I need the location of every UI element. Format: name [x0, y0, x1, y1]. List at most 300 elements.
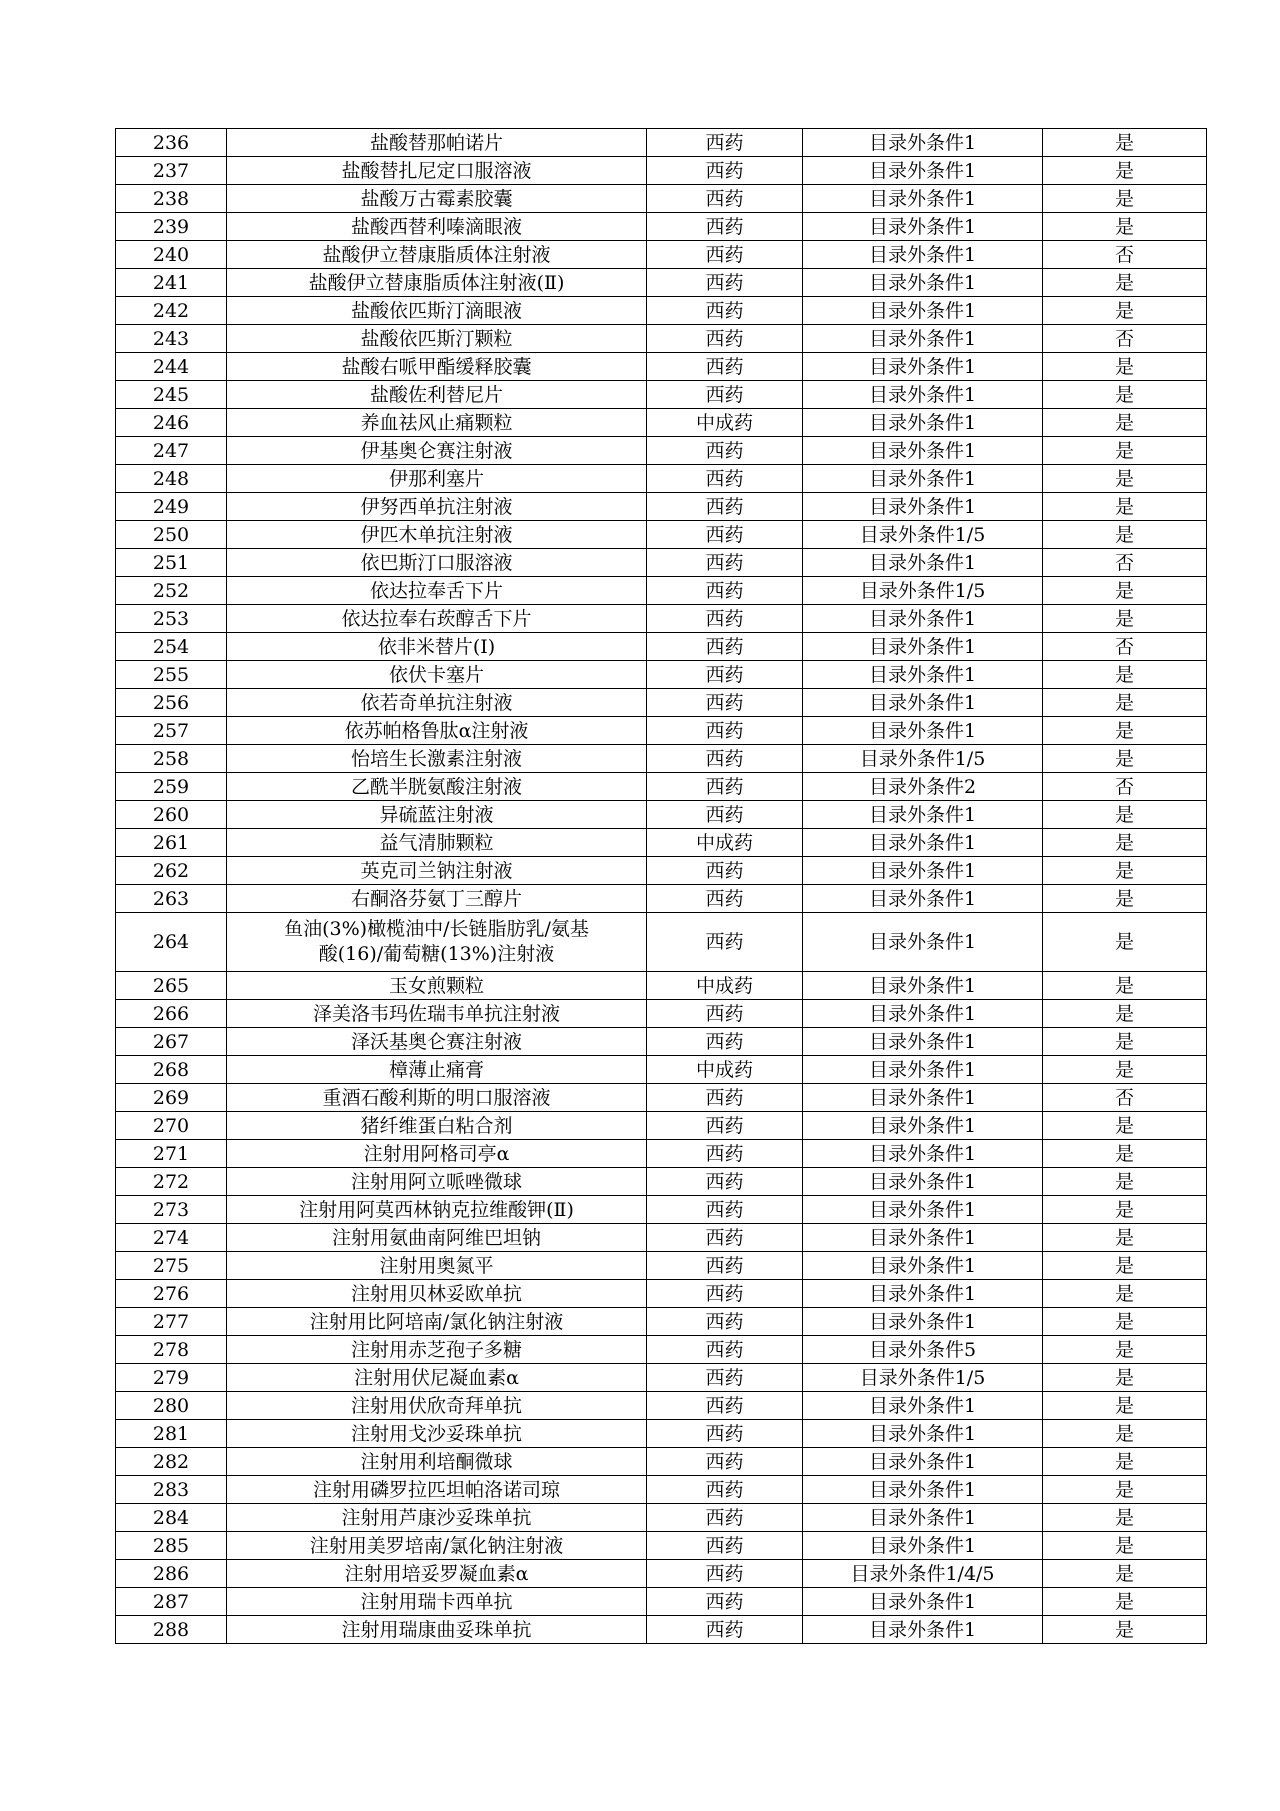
- row-number-cell: 282: [116, 1448, 227, 1476]
- row-number-cell: 261: [116, 829, 227, 857]
- drug-name-cell: 盐酸依匹斯汀颗粒: [227, 325, 647, 353]
- row-number-cell: 279: [116, 1364, 227, 1392]
- row-number-cell: 253: [116, 605, 227, 633]
- table-row: [116, 913, 1207, 972]
- drug-type-cell: 西药: [647, 269, 803, 297]
- flag-cell: 否: [1043, 773, 1207, 801]
- flag-cell: 是: [1043, 269, 1207, 297]
- condition-cell: 目录外条件1: [803, 1084, 1043, 1112]
- drug-type-cell: 西药: [647, 661, 803, 689]
- drug-name-cell: 依若奇单抗注射液: [227, 689, 647, 717]
- drug-name-cell: 依达拉奉舌下片: [227, 577, 647, 605]
- drug-name-cell: 盐酸替扎尼定口服溶液: [227, 157, 647, 185]
- drug-name-cell: 怡培生长激素注射液: [227, 745, 647, 773]
- condition-cell: 目录外条件1: [803, 1140, 1043, 1168]
- flag-cell: 是: [1043, 577, 1207, 605]
- flag-cell: 是: [1043, 129, 1207, 157]
- flag-cell: 是: [1043, 972, 1207, 1000]
- flag-cell: 是: [1043, 1168, 1207, 1196]
- row-number-cell: 264: [116, 913, 227, 972]
- flag-cell: 是: [1043, 661, 1207, 689]
- drug-type-cell: 西药: [647, 1224, 803, 1252]
- condition-cell: 目录外条件1: [803, 325, 1043, 353]
- condition-cell: 目录外条件1: [803, 1028, 1043, 1056]
- drug-type-cell: 西药: [647, 689, 803, 717]
- drug-type-cell: 西药: [647, 717, 803, 745]
- row-number-cell: 236: [116, 129, 227, 157]
- drug-type-cell: 西药: [647, 1448, 803, 1476]
- row-number-cell: 244: [116, 353, 227, 381]
- flag-cell: 是: [1043, 857, 1207, 885]
- flag-cell: 是: [1043, 1560, 1207, 1588]
- row-number-cell: 254: [116, 633, 227, 661]
- table-row: [116, 521, 1207, 549]
- condition-cell: 目录外条件1: [803, 213, 1043, 241]
- condition-cell: 目录外条件1: [803, 1588, 1043, 1616]
- drug-type-cell: 西药: [647, 1168, 803, 1196]
- flag-cell: 是: [1043, 1112, 1207, 1140]
- row-number-cell: 265: [116, 972, 227, 1000]
- row-number-cell: 288: [116, 1616, 227, 1644]
- table-row: [116, 1000, 1207, 1028]
- condition-cell: 目录外条件1: [803, 1476, 1043, 1504]
- row-number-cell: 255: [116, 661, 227, 689]
- table-row: [116, 297, 1207, 325]
- drug-type-cell: 西药: [647, 1084, 803, 1112]
- table-row: [116, 185, 1207, 213]
- row-number-cell: 259: [116, 773, 227, 801]
- drug-type-cell: 西药: [647, 885, 803, 913]
- drug-name-cell: 伊基奥仑赛注射液: [227, 437, 647, 465]
- row-number-cell: 287: [116, 1588, 227, 1616]
- row-number-cell: 283: [116, 1476, 227, 1504]
- drug-name-cell: 重酒石酸利斯的明口服溶液: [227, 1084, 647, 1112]
- drug-name-cell: 英克司兰钠注射液: [227, 857, 647, 885]
- drug-type-cell: 西药: [647, 213, 803, 241]
- condition-cell: 目录外条件1: [803, 1392, 1043, 1420]
- table-row: [116, 1560, 1207, 1588]
- flag-cell: 是: [1043, 1364, 1207, 1392]
- table-row: [116, 1308, 1207, 1336]
- drug-type-cell: 西药: [647, 1140, 803, 1168]
- row-number-cell: 278: [116, 1336, 227, 1364]
- row-number-cell: 263: [116, 885, 227, 913]
- condition-cell: 目录外条件1: [803, 689, 1043, 717]
- drug-name-cell: 盐酸依匹斯汀滴眼液: [227, 297, 647, 325]
- row-number-cell: 251: [116, 549, 227, 577]
- table-body: [116, 129, 1207, 1644]
- row-number-cell: 260: [116, 801, 227, 829]
- table-row: [116, 633, 1207, 661]
- drug-name-cell: 泽美洛韦玛佐瑞韦单抗注射液: [227, 1000, 647, 1028]
- table-row: [116, 1616, 1207, 1644]
- drug-name-cell: 右酮洛芬氨丁三醇片: [227, 885, 647, 913]
- row-number-cell: 272: [116, 1168, 227, 1196]
- drug-type-cell: 西药: [647, 1252, 803, 1280]
- drug-name-cell: 注射用比阿培南/氯化钠注射液: [227, 1308, 647, 1336]
- flag-cell: 是: [1043, 1420, 1207, 1448]
- drug-type-cell: 西药: [647, 745, 803, 773]
- flag-cell: 是: [1043, 437, 1207, 465]
- flag-cell: 是: [1043, 689, 1207, 717]
- drug-name-cell: 伊努西单抗注射液: [227, 493, 647, 521]
- drug-name-cell: 依非米替片(Ⅰ): [227, 633, 647, 661]
- row-number-cell: 270: [116, 1112, 227, 1140]
- condition-cell: 目录外条件1: [803, 1448, 1043, 1476]
- drug-type-cell: 西药: [647, 857, 803, 885]
- drug-type-cell: 中成药: [647, 409, 803, 437]
- table-row: [116, 493, 1207, 521]
- drug-name-cell: 盐酸西替利嗪滴眼液: [227, 213, 647, 241]
- table-row: [116, 661, 1207, 689]
- drug-type-cell: 西药: [647, 1504, 803, 1532]
- flag-cell: 是: [1043, 213, 1207, 241]
- table-row: [116, 1028, 1207, 1056]
- condition-cell: 目录外条件1: [803, 1420, 1043, 1448]
- drug-name-cell: 盐酸万古霉素胶囊: [227, 185, 647, 213]
- drug-name-cell: 盐酸伊立替康脂质体注射液: [227, 241, 647, 269]
- table-row: [116, 1056, 1207, 1084]
- drug-type-cell: 西药: [647, 549, 803, 577]
- condition-cell: 目录外条件1: [803, 437, 1043, 465]
- table-row: [116, 745, 1207, 773]
- drug-name-cell: 泽沃基奥仑赛注射液: [227, 1028, 647, 1056]
- table-row: [116, 1196, 1207, 1224]
- row-number-cell: 285: [116, 1532, 227, 1560]
- drug-type-cell: 西药: [647, 1476, 803, 1504]
- condition-cell: 目录外条件1: [803, 269, 1043, 297]
- drug-name-cell: 注射用利培酮微球: [227, 1448, 647, 1476]
- drug-name-cell: 益气清肺颗粒: [227, 829, 647, 857]
- flag-cell: 是: [1043, 493, 1207, 521]
- drug-name-cell: 注射用培妥罗凝血素α: [227, 1560, 647, 1588]
- drug-type-cell: 西药: [647, 633, 803, 661]
- drug-type-cell: 西药: [647, 493, 803, 521]
- flag-cell: 是: [1043, 409, 1207, 437]
- drug-type-cell: 西药: [647, 129, 803, 157]
- flag-cell: 否: [1043, 325, 1207, 353]
- flag-cell: 是: [1043, 717, 1207, 745]
- condition-cell: 目录外条件1/4/5: [803, 1560, 1043, 1588]
- table-row: [116, 1084, 1207, 1112]
- condition-cell: 目录外条件1: [803, 605, 1043, 633]
- row-number-cell: 256: [116, 689, 227, 717]
- row-number-cell: 241: [116, 269, 227, 297]
- drug-type-cell: 西药: [647, 1336, 803, 1364]
- flag-cell: 是: [1043, 829, 1207, 857]
- condition-cell: 目录外条件1: [803, 129, 1043, 157]
- drug-name-cell: 注射用瑞卡西单抗: [227, 1588, 647, 1616]
- flag-cell: 是: [1043, 1280, 1207, 1308]
- table-row: [116, 549, 1207, 577]
- drug-type-cell: 西药: [647, 1000, 803, 1028]
- table-row: [116, 1252, 1207, 1280]
- drug-type-cell: 西药: [647, 297, 803, 325]
- table-row: [116, 241, 1207, 269]
- drug-type-cell: 西药: [647, 325, 803, 353]
- condition-cell: 目录外条件1: [803, 465, 1043, 493]
- drug-type-cell: 西药: [647, 1420, 803, 1448]
- drug-type-cell: 西药: [647, 353, 803, 381]
- flag-cell: 是: [1043, 1476, 1207, 1504]
- condition-cell: 目录外条件1: [803, 1168, 1043, 1196]
- drug-name-cell: 盐酸佐利替尼片: [227, 381, 647, 409]
- drug-type-cell: 西药: [647, 437, 803, 465]
- drug-type-cell: 西药: [647, 1560, 803, 1588]
- flag-cell: 是: [1043, 1588, 1207, 1616]
- row-number-cell: 262: [116, 857, 227, 885]
- condition-cell: 目录外条件1: [803, 1000, 1043, 1028]
- flag-cell: 是: [1043, 185, 1207, 213]
- drug-name-line: 鱼油(3%)橄榄油中/长链脂肪乳/氨基: [284, 918, 589, 940]
- drug-name-cell: [227, 913, 647, 972]
- drug-type-cell: 西药: [647, 185, 803, 213]
- row-number-cell: 243: [116, 325, 227, 353]
- condition-cell: 目录外条件1: [803, 717, 1043, 745]
- table-row: [116, 1168, 1207, 1196]
- drug-name-cell: 注射用戈沙妥珠单抗: [227, 1420, 647, 1448]
- condition-cell: 目录外条件1: [803, 1252, 1043, 1280]
- row-number-cell: 258: [116, 745, 227, 773]
- condition-cell: 目录外条件1: [803, 1056, 1043, 1084]
- flag-cell: 是: [1043, 1448, 1207, 1476]
- condition-cell: 目录外条件1: [803, 857, 1043, 885]
- drug-type-cell: 西药: [647, 605, 803, 633]
- drug-type-cell: 西药: [647, 1392, 803, 1420]
- drug-type-cell: 西药: [647, 1308, 803, 1336]
- drug-name-cell: 异硫蓝注射液: [227, 801, 647, 829]
- drug-name-cell: 盐酸伊立替康脂质体注射液(Ⅱ): [227, 269, 647, 297]
- table-row: [116, 1448, 1207, 1476]
- drug-type-cell: 西药: [647, 465, 803, 493]
- drug-name-cell: 依苏帕格鲁肽α注射液: [227, 717, 647, 745]
- condition-cell: 目录外条件1: [803, 633, 1043, 661]
- flag-cell: 是: [1043, 1000, 1207, 1028]
- flag-cell: 是: [1043, 353, 1207, 381]
- condition-cell: 目录外条件1/5: [803, 745, 1043, 773]
- row-number-cell: 274: [116, 1224, 227, 1252]
- drug-type-cell: 中成药: [647, 829, 803, 857]
- table-row: [116, 717, 1207, 745]
- table-row: [116, 885, 1207, 913]
- row-number-cell: 245: [116, 381, 227, 409]
- flag-cell: 是: [1043, 157, 1207, 185]
- table-row: [116, 409, 1207, 437]
- table-row: [116, 1336, 1207, 1364]
- table-row: [116, 773, 1207, 801]
- drug-name-cell: 盐酸右哌甲酯缓释胶囊: [227, 353, 647, 381]
- table-row: [116, 577, 1207, 605]
- condition-cell: 目录外条件1: [803, 157, 1043, 185]
- row-number-cell: 266: [116, 1000, 227, 1028]
- flag-cell: 是: [1043, 745, 1207, 773]
- drug-name-cell: 依巴斯汀口服溶液: [227, 549, 647, 577]
- table-row: [116, 801, 1207, 829]
- table-row: [116, 465, 1207, 493]
- table-row: [116, 1476, 1207, 1504]
- row-number-cell: 252: [116, 577, 227, 605]
- flag-cell: 否: [1043, 1084, 1207, 1112]
- drug-name-cell: 注射用磷罗拉匹坦帕洛诺司琼: [227, 1476, 647, 1504]
- drug-name-cell: 注射用贝林妥欧单抗: [227, 1280, 647, 1308]
- table-row: [116, 1532, 1207, 1560]
- drug-type-cell: 西药: [647, 773, 803, 801]
- drug-type-cell: 西药: [647, 1588, 803, 1616]
- condition-cell: 目录外条件1: [803, 185, 1043, 213]
- drug-list-table: [115, 128, 1207, 1644]
- condition-cell: 目录外条件1: [803, 1532, 1043, 1560]
- table-row: [116, 437, 1207, 465]
- drug-type-cell: 西药: [647, 801, 803, 829]
- condition-cell: 目录外条件1: [803, 885, 1043, 913]
- condition-cell: 目录外条件1: [803, 1112, 1043, 1140]
- row-number-cell: 271: [116, 1140, 227, 1168]
- drug-name-cell: 注射用阿立哌唑微球: [227, 1168, 647, 1196]
- row-number-cell: 281: [116, 1420, 227, 1448]
- flag-cell: 否: [1043, 549, 1207, 577]
- condition-cell: 目录外条件1: [803, 1280, 1043, 1308]
- flag-cell: 是: [1043, 1616, 1207, 1644]
- row-number-cell: 239: [116, 213, 227, 241]
- drug-name-cell: 依伏卡塞片: [227, 661, 647, 689]
- drug-name-cell: 注射用阿格司亭α: [227, 1140, 647, 1168]
- condition-cell: 目录外条件1/5: [803, 577, 1043, 605]
- table-row: [116, 1224, 1207, 1252]
- drug-name-cell: 注射用阿莫西林钠克拉维酸钾(Ⅱ): [227, 1196, 647, 1224]
- table-row: [116, 1392, 1207, 1420]
- drug-type-cell: 西药: [647, 1280, 803, 1308]
- flag-cell: 是: [1043, 1336, 1207, 1364]
- row-number-cell: 248: [116, 465, 227, 493]
- row-number-cell: 284: [116, 1504, 227, 1532]
- table-row: [116, 353, 1207, 381]
- row-number-cell: 269: [116, 1084, 227, 1112]
- row-number-cell: 249: [116, 493, 227, 521]
- table-row: [116, 1112, 1207, 1140]
- drug-type-cell: 西药: [647, 1616, 803, 1644]
- drug-type-cell: 西药: [647, 521, 803, 549]
- drug-name-cell: 注射用伏尼凝血素α: [227, 1364, 647, 1392]
- drug-name-cell: 玉女煎颗粒: [227, 972, 647, 1000]
- drug-type-cell: 西药: [647, 1196, 803, 1224]
- row-number-cell: 267: [116, 1028, 227, 1056]
- condition-cell: 目录外条件1/5: [803, 1364, 1043, 1392]
- flag-cell: 是: [1043, 1532, 1207, 1560]
- drug-type-cell: 西药: [647, 1364, 803, 1392]
- table-row: [116, 1588, 1207, 1616]
- row-number-cell: 257: [116, 717, 227, 745]
- table-row: [116, 972, 1207, 1000]
- row-number-cell: 275: [116, 1252, 227, 1280]
- table-row: [116, 269, 1207, 297]
- flag-cell: 是: [1043, 1252, 1207, 1280]
- condition-cell: 目录外条件1: [803, 1504, 1043, 1532]
- table-row: [116, 1504, 1207, 1532]
- flag-cell: 是: [1043, 1392, 1207, 1420]
- drug-type-cell: 西药: [647, 1532, 803, 1560]
- flag-cell: 是: [1043, 297, 1207, 325]
- condition-cell: 目录外条件1: [803, 913, 1043, 972]
- condition-cell: 目录外条件1: [803, 297, 1043, 325]
- flag-cell: 是: [1043, 521, 1207, 549]
- flag-cell: 是: [1043, 885, 1207, 913]
- condition-cell: 目录外条件1: [803, 409, 1043, 437]
- flag-cell: 否: [1043, 241, 1207, 269]
- drug-type-cell: 西药: [647, 913, 803, 972]
- drug-name-cell: 养血祛风止痛颗粒: [227, 409, 647, 437]
- condition-cell: 目录外条件2: [803, 773, 1043, 801]
- condition-cell: 目录外条件1/5: [803, 521, 1043, 549]
- table-row: [116, 1280, 1207, 1308]
- drug-type-cell: 中成药: [647, 972, 803, 1000]
- flag-cell: 是: [1043, 1504, 1207, 1532]
- flag-cell: 是: [1043, 1224, 1207, 1252]
- table-row: [116, 325, 1207, 353]
- condition-cell: 目录外条件1: [803, 829, 1043, 857]
- condition-cell: 目录外条件5: [803, 1336, 1043, 1364]
- drug-type-cell: 西药: [647, 577, 803, 605]
- condition-cell: 目录外条件1: [803, 1616, 1043, 1644]
- drug-name-cell: 依达拉奉右莰醇舌下片: [227, 605, 647, 633]
- table-row: [116, 857, 1207, 885]
- condition-cell: 目录外条件1: [803, 801, 1043, 829]
- drug-type-cell: 西药: [647, 1112, 803, 1140]
- drug-name-cell: 乙酰半胱氨酸注射液: [227, 773, 647, 801]
- flag-cell: 是: [1043, 605, 1207, 633]
- row-number-cell: 238: [116, 185, 227, 213]
- drug-name-cell: 注射用芦康沙妥珠单抗: [227, 1504, 647, 1532]
- flag-cell: 是: [1043, 1196, 1207, 1224]
- condition-cell: 目录外条件1: [803, 1308, 1043, 1336]
- drug-name-line: 酸(16)/葡萄糖(13%)注射液: [318, 943, 555, 965]
- row-number-cell: 268: [116, 1056, 227, 1084]
- condition-cell: 目录外条件1: [803, 972, 1043, 1000]
- drug-type-cell: 西药: [647, 381, 803, 409]
- row-number-cell: 277: [116, 1308, 227, 1336]
- drug-name-cell: 注射用奥氮平: [227, 1252, 647, 1280]
- drug-name-cell: 樟薄止痛膏: [227, 1056, 647, 1084]
- flag-cell: 是: [1043, 1028, 1207, 1056]
- condition-cell: 目录外条件1: [803, 381, 1043, 409]
- drug-name-cell: 盐酸替那帕诺片: [227, 129, 647, 157]
- drug-name-cell: 注射用美罗培南/氯化钠注射液: [227, 1532, 647, 1560]
- row-number-cell: 240: [116, 241, 227, 269]
- row-number-cell: 242: [116, 297, 227, 325]
- drug-name-cell: 伊匹木单抗注射液: [227, 521, 647, 549]
- flag-cell: 是: [1043, 913, 1207, 972]
- condition-cell: 目录外条件1: [803, 241, 1043, 269]
- condition-cell: 目录外条件1: [803, 549, 1043, 577]
- table-row: [116, 213, 1207, 241]
- drug-name-cell: 注射用赤芝孢子多糖: [227, 1336, 647, 1364]
- drug-name-cell: 注射用氨曲南阿维巴坦钠: [227, 1224, 647, 1252]
- row-number-cell: 250: [116, 521, 227, 549]
- drug-name-cell: 猪纤维蛋白粘合剂: [227, 1112, 647, 1140]
- row-number-cell: 286: [116, 1560, 227, 1588]
- drug-name-cell: 注射用伏欣奇拜单抗: [227, 1392, 647, 1420]
- table-row: [116, 1364, 1207, 1392]
- table-row: [116, 129, 1207, 157]
- drug-name-cell: 伊那利塞片: [227, 465, 647, 493]
- drug-type-cell: 西药: [647, 157, 803, 185]
- flag-cell: 是: [1043, 801, 1207, 829]
- condition-cell: 目录外条件1: [803, 493, 1043, 521]
- table-row: [116, 605, 1207, 633]
- flag-cell: 是: [1043, 1056, 1207, 1084]
- flag-cell: 是: [1043, 1140, 1207, 1168]
- drug-type-cell: 西药: [647, 1028, 803, 1056]
- condition-cell: 目录外条件1: [803, 661, 1043, 689]
